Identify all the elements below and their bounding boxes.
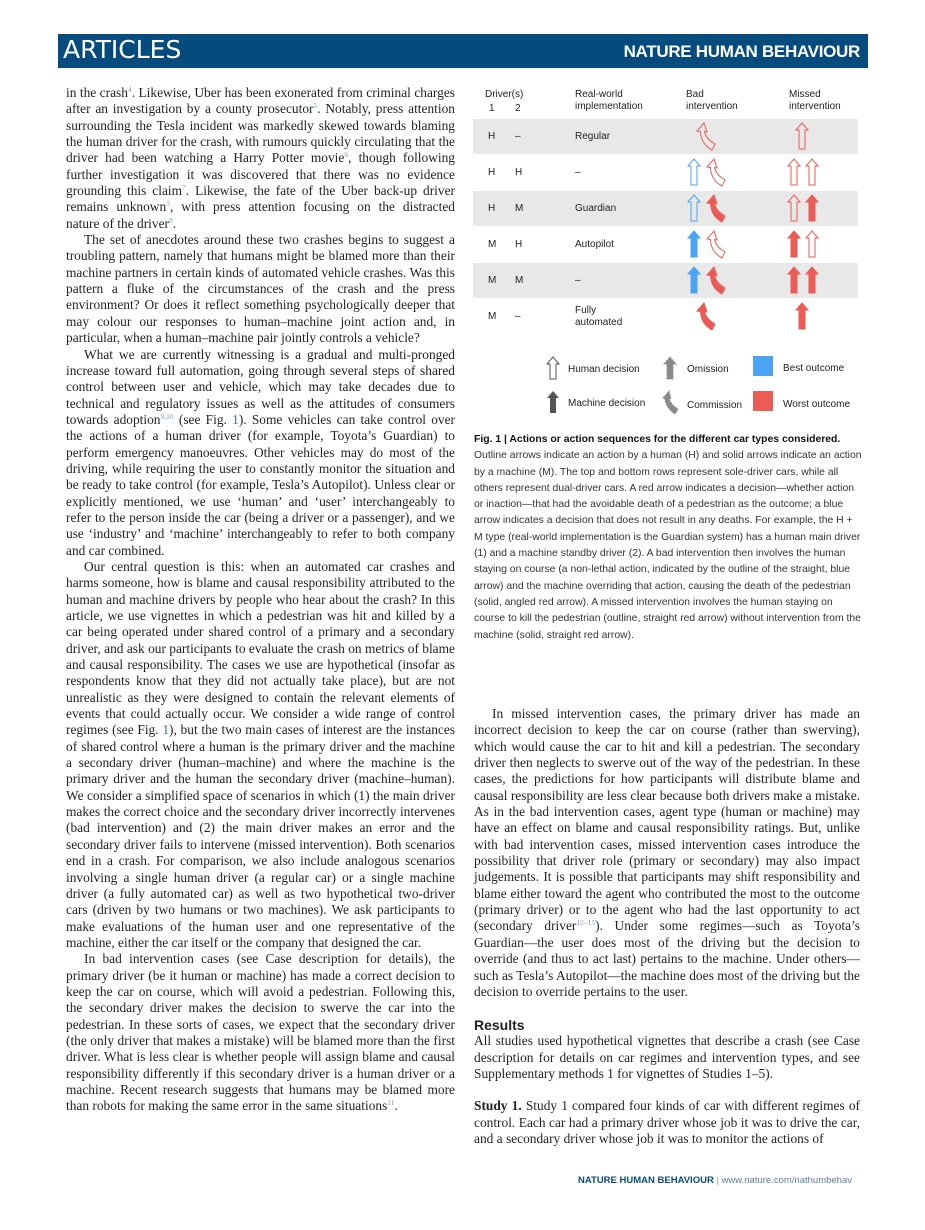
citation-link[interactable]: 11 <box>387 1098 395 1108</box>
citation-link[interactable]: 12–15 <box>576 918 596 928</box>
paragraph: in the crash$^4$. Likewise, Uber has been exonerated from criminal charges after an investigation by a county prosecutor$^5$. Notably, press attention surrounding the Tesla incident was markedly skewed towards blaming the human driver for the crash, with rumours quickly circulating that the driver had been watching a Harry Potter movie$^6$, though following further investigation it was discovered that there was no evidence grounding this claim$^7$. Likewise, the fate of the Uber back-up driver remains unknown$^5$, with press attention focusing on the distracted nature of the driver$^8$. <box>66 85 456 231</box>
legend-omission: Omission <box>687 364 729 375</box>
straight-red-human-arrow-icon <box>805 230 819 260</box>
paragraph: All studies used hypothetical vignettes that describe a crash (see Case description for details on car regimes and intervention types, and see Supplementary methods 1 for vignettes of Studies 1–5). <box>474 1033 860 1081</box>
driver-2: H <box>515 238 523 250</box>
footer-url[interactable]: www.nature.com/nathumbehav <box>721 1175 852 1186</box>
paragraph: The set of anecdotes around these two crashes begins to suggest a troubling pattern, namely that humans might be blamed more than their machine partners in certain kinds of automated vehicle crashes. Was this pattern a fluke of the circumstances of the crash and the press environment? Or does it reflect something psychologically deeper that may colour our responses to human–machine joint action and, in particular, when a human–machine pair jointly controls a vehicle? <box>66 232 455 346</box>
driver-1: H <box>488 202 496 214</box>
footer-journal: NATURE HUMAN BEHAVIOUR <box>578 1175 714 1186</box>
driver-2: M <box>515 274 524 286</box>
figure-row <box>473 227 858 262</box>
left-column <box>66 85 455 1115</box>
header-drivers: Driver(s) <box>485 89 524 100</box>
caption-body: Outline arrows indicate an action by a human (H) and solid arrows indicate an action by a machine (M). The top and bottom rows represent sole-driver cars, while all others represent dual-driver cars. A red arrow indicates a decision—whether action or inaction—that had the avoidable death of a pedestrian as the outcome; a blue arrow indicates a decision that does not result in any deaths. For example, the H + M type (real-world implementation is the Guardian system) has a human main driver (1) and a machine standby driver (2). A bad intervention then involves the human staying on course (a non-lethal action, indicated by the outline of the straight, blue arrow) and the machine overriding that action, causing the death of the pedestrian (solid, angled red arrow). A missed intervention involves the human staying on course to kill the pedestrian (outline, straight red arrow) without intervention from the machine (solid, straight red arrow). <box>474 450 862 641</box>
figure-1 <box>473 84 863 424</box>
figure-caption <box>474 432 864 644</box>
implementation: – <box>575 274 581 286</box>
driver-1: M <box>488 310 497 322</box>
journal-name: NATURE HUMAN BEHAVIOUR <box>623 42 860 61</box>
missed-intervention-arrows <box>473 263 858 298</box>
driver-1: H <box>488 166 496 178</box>
results-heading: Results <box>474 1017 525 1034</box>
straight-red-human-arrow-icon <box>795 122 809 152</box>
driver-2: – <box>515 130 521 142</box>
paragraph: What we are currently witnessing is a gradual and multi-pronged increase toward full automation, going through several steps of shared control between user and vehicle, which may take decades due to technical and regulatory issues as well as the attitudes of consumers towards adoption$^{9,10}$ (see Fig. 1). Some vehicles can take control over the actions of a human driver (for example, Toyota’s Guardian) to perform emergency manoeuvres. Other vehicles may do most of the driving, while requiring the user to constantly monitor the situation and be ready to take control (for example, Tesla’s Autopilot). Unless clear or explicitly mentioned, we use ‘human’ and ‘user’ interchangeably to refer to the person inside the car (being a driver or a passenger), and we use ‘industry’ and ‘machine’ interchangeably to refer to both company and car combined. <box>66 346 456 558</box>
human-decision-icon <box>546 356 560 380</box>
implementation: Autopilot <box>575 238 614 250</box>
citation-link[interactable]: 5 <box>166 199 170 209</box>
driver-1: H <box>488 130 496 142</box>
legend-worst: Worst outcome <box>783 399 851 410</box>
figure-row <box>473 263 858 298</box>
straight-red-machine-arrow-icon <box>805 266 819 296</box>
missed-intervention-arrows <box>473 155 858 190</box>
citation-link[interactable]: 5 <box>313 101 318 111</box>
missed-intervention-arrows <box>473 227 858 262</box>
straight-red-human-arrow-icon <box>787 158 801 188</box>
header-driver-2: 2 <box>515 103 521 114</box>
missed-intervention-arrows <box>473 191 858 226</box>
figure-legend <box>473 354 863 414</box>
missed-intervention-arrows <box>473 119 858 154</box>
figure-row <box>473 155 858 190</box>
header-implementation: Real-world implementation <box>575 89 643 112</box>
paragraph: Our central question is this: when an automated car crashes and harms someone, how is blame and causal responsibility attributed to the human and machine drivers by people who hear about the crash? In this article, we use vignettes in which a pedestrian was hit and killed by a car being operated under shared control of a primary and a secondary driver, and ask our participants to evaluate the crash on metrics of blame and causal responsibility. The cases we use are hypothetical (insofar as respondents know that they did not actually take place), but are not unrealistic as they were designed to contain the relevant elements of events that could actually occur. We consider a wide range of control regimes (see Fig. 1), but the two main cases of interest are the instances of shared control where a human is the primary driver and the machine a secondary driver (human–machine) and where the machine is the primary driver and the human the secondary driver (machine–human). We consider a simplified space of scenarios in which (1) the main driver makes the correct choice and the secondary driver incorrectly intervenes (bad intervention) and (2) the main driver makes an error and the secondary driver fails to intervene (missed intervention). Both scenarios end in a crash. For comparison, we also include analogous scenarios involving a single human driver (a regular car) or a single machine driver (a fully automated car) as well as two hypothetical two-driver cars (driven by two humans or two machines). We ask participants to make evaluations of the human user and one representative of the machine, either the car itself or the company that designed the car. <box>66 558 455 950</box>
straight-red-human-arrow-icon <box>805 158 819 188</box>
figure-row <box>473 119 858 154</box>
study-1-label: Study 1. <box>474 1098 522 1114</box>
implementation: Fully automated <box>575 304 623 328</box>
citation-link[interactable]: 4 <box>127 85 132 94</box>
figure-row <box>473 191 858 226</box>
implementation: Guardian <box>575 202 617 214</box>
page-footer: NATURE HUMAN BEHAVIOUR | www.nature.com/nathumbehav <box>578 1175 852 1186</box>
driver-2: M <box>515 202 524 214</box>
commission-icon <box>660 390 680 416</box>
driver-2: H <box>515 166 523 178</box>
citation-link[interactable]: 7 <box>182 183 186 193</box>
straight-red-machine-arrow-icon <box>805 194 819 224</box>
straight-red-human-arrow-icon <box>787 194 801 224</box>
header-missed-intervention: Missed intervention <box>789 89 841 112</box>
figure-link[interactable]: 1 <box>162 722 170 738</box>
paragraph: Study 1. Study 1 compared four kinds of car with different regimes of control. Each car had a primary driver whose job it was to drive the car, and a secondary driver whose job it was to monitor the actions of <box>474 1098 861 1146</box>
straight-red-machine-arrow-icon <box>795 302 809 332</box>
missed-intervention-arrows <box>473 299 858 334</box>
straight-red-machine-arrow-icon <box>787 266 801 296</box>
driver-2: – <box>515 310 521 322</box>
section-banner <box>58 34 868 68</box>
figure-link[interactable]: 1 <box>232 411 239 427</box>
caption-title: Fig. 1 | Actions or action sequences for the different car types considered. <box>474 434 841 445</box>
citation-link[interactable]: 8 <box>169 215 173 225</box>
legend-best: Best outcome <box>783 363 845 374</box>
header-driver-1: 1 <box>489 103 495 114</box>
implementation: – <box>575 166 581 178</box>
header-bad-intervention: Bad intervention <box>686 89 738 112</box>
driver-1: M <box>488 238 497 250</box>
figure-row <box>473 299 858 334</box>
implementation: Regular <box>575 130 611 142</box>
machine-decision-icon <box>546 390 560 414</box>
paragraph: In missed intervention cases, the primary driver has made an incorrect decision to keep the car on course (rather than swerving), which would cause the car to hit and kill a pedestrian. The secondary driver then neglects to swerve out of the way of the pedestrian. In these cases, the predictions for how participants will distribute blame and causal responsibility are less clear because both drivers make a mistake. As in the bad intervention cases, agent type (human or machine) may have an effect on blame and causal responsibility ratings. But, unlike with bad intervention cases, missed intervention cases introduce the possibility that driver role (primary or secondary) may also impact judgements. It is possible that participants may shift responsibility and blame either toward the agent who contributed the most to the outcome (primary driver) or to the agent who had the last opportunity to act (secondary driver$^{12-15}$). Under some regimes—such as Toyota’s Guardian—the user does most of the driving but the decision to override (and thus to act last) pertains to the machine. Under others—such as Tesla’s Autopilot—the machine does most of the driving but the decision to override pertains to the user. <box>474 706 861 999</box>
worst-outcome-swatch <box>753 391 773 411</box>
best-outcome-swatch <box>753 356 773 376</box>
citation-link[interactable]: 6 <box>344 150 349 160</box>
legend-human: Human decision <box>568 364 640 375</box>
legend-machine: Machine decision <box>568 398 646 409</box>
omission-icon <box>663 356 677 380</box>
legend-commission: Commission <box>687 400 743 411</box>
driver-1: M <box>488 274 497 286</box>
straight-red-machine-arrow-icon <box>787 230 801 260</box>
paragraph: In bad intervention cases (see Case description for details), the primary driver (be it human or machine) has made a correct decision to keep the car on course, which will avoid a pedestrian. Following this, the secondary driver makes the decision to swerve the car into the pedestrian. In these sorts of cases, we expect that the secondary driver (the only driver that makes a mistake) will be blamed more than the first driver. What is less clear is whether people will assign blame and causal responsibility differently if this secondary driver is a human driver or a machine. Recent research suggests that humans may be blamed more than robots for making the same error in the same situations$^{11}$. <box>66 951 455 1114</box>
right-column <box>474 706 860 1147</box>
section-label: ARTICLES <box>63 35 182 64</box>
citation-link[interactable]: 9,10 <box>160 411 174 421</box>
